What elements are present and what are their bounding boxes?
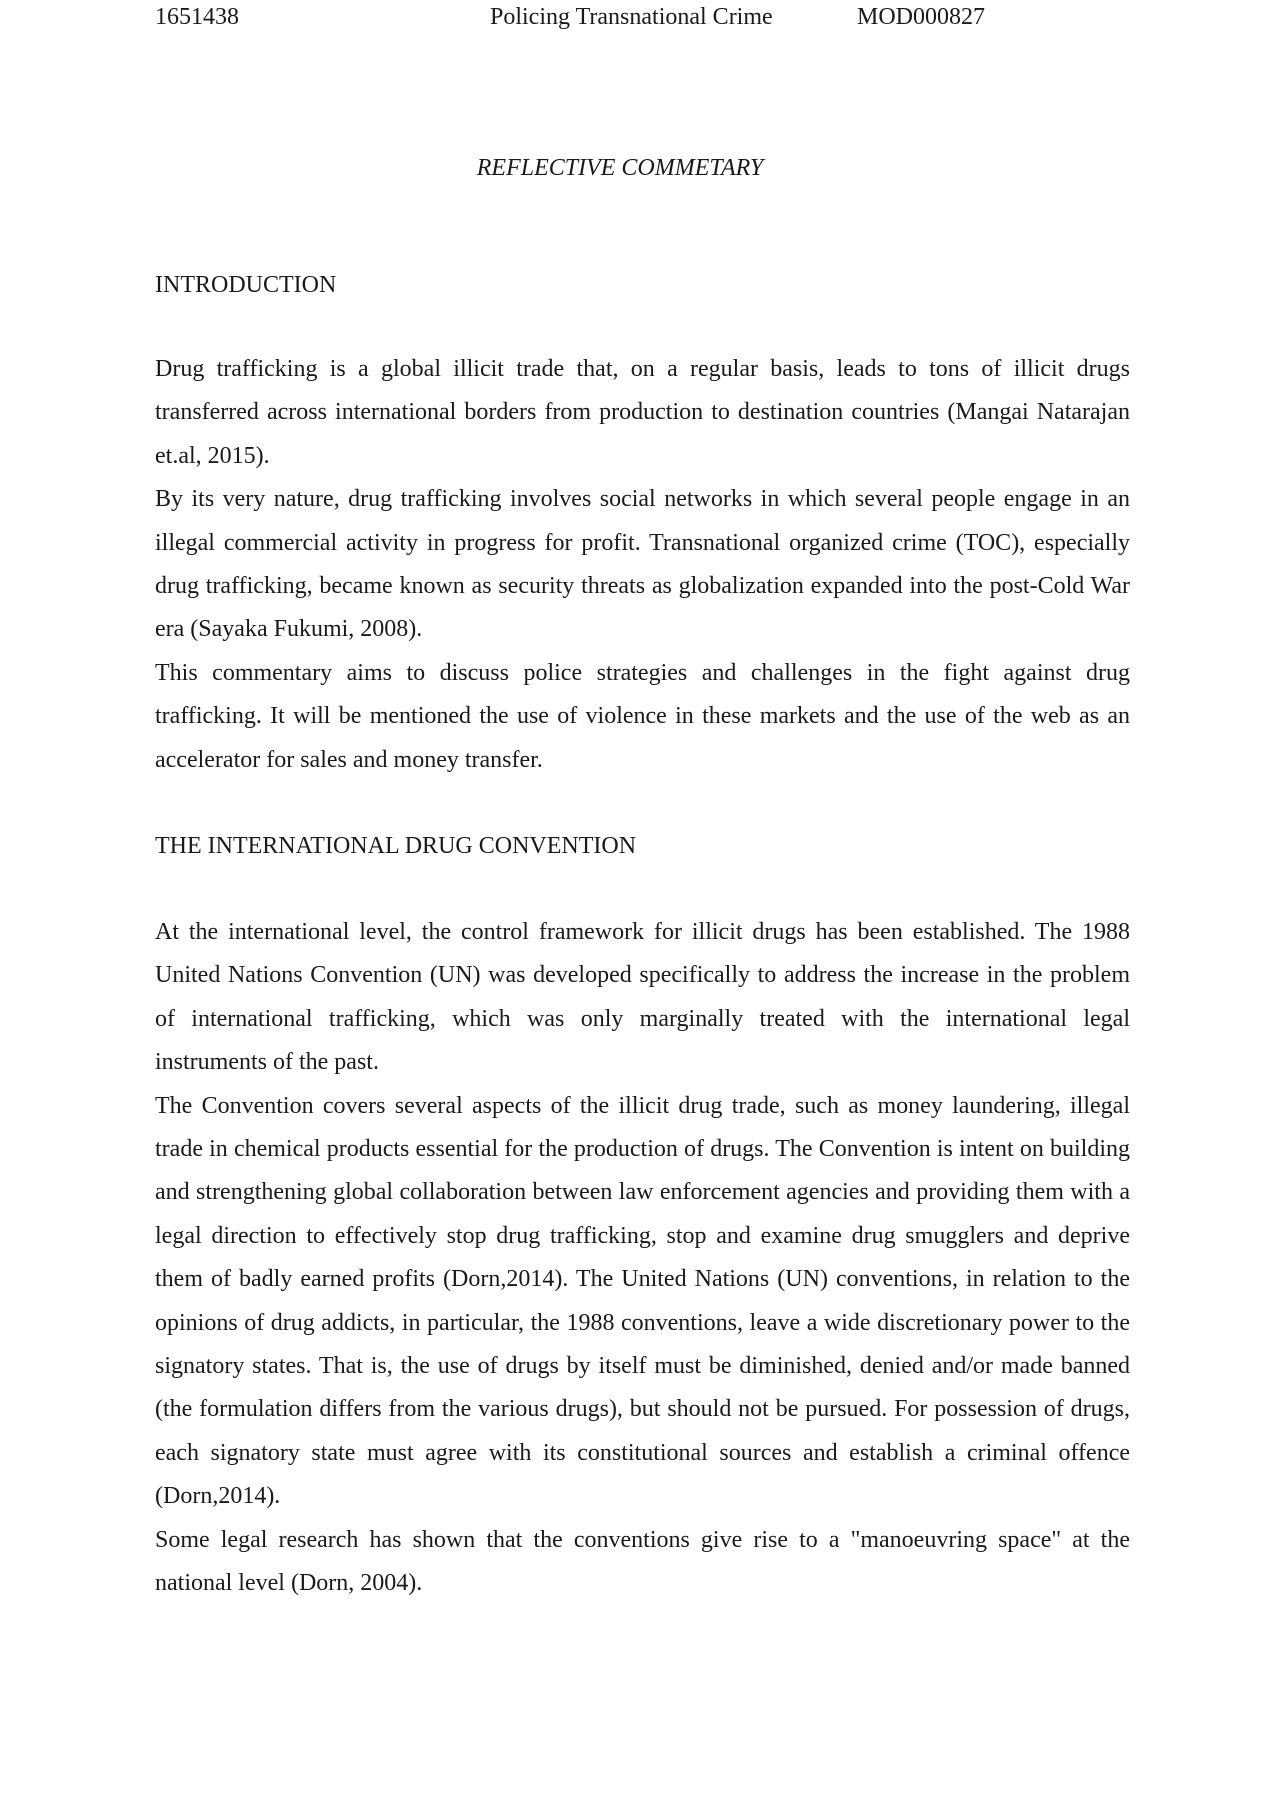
page-header [155,2,1130,32]
paragraph: This commentary aims to discuss police strategies and challenges in the fight against drug trafficking. It will be mentioned the use of violence in these markets and the use of the web as an accelerator for sales and money transfer. [155,659,1130,773]
section-body-introduction [155,348,1130,782]
paragraph: At the international level, the control framework for illicit drugs has been established. The 1988 United Nations Convention (UN) was developed specifically to address the increase in the problem of international trafficking, which was only marginally treated with the international legal instruments of the past. [155,919,1130,1076]
header-module-code: MOD000827 [857,4,986,30]
section-body-drug-convention [155,911,1130,1606]
section-heading-drug-convention: THE INTERNATIONAL DRUG CONVENTION [155,833,637,859]
paragraph: The Convention covers several aspects of the illicit drug trade, such as money laundering, illegal trade in chemical products essential for the production of drugs. The Convention is intent on building and strengthening global collaboration between law enforcement agencies and providing them with a legal direction to effectively stop drug trafficking, stop and examine drug smugglers and deprive them of badly earned profits (Dorn,2014). The United Nations (UN) conventions, in relation to the opinions of drug addicts, in particular, the 1988 conventions, leave a wide discretionary power to the signatory states. That is, the use of drugs by itself must be diminished, denied and/or made banned (the formulation differs from the various drugs), but should not be pursued. For possession of drugs, each signatory state must agree with its constitutional sources and establish a criminal offence (Dorn,2014). [155,1092,1130,1510]
section-heading-introduction: INTRODUCTION [155,272,337,298]
header-student-id: 1651438 [155,4,239,30]
paragraph: Drug trafficking is a global illicit trade that, on a regular basis, leads to tons of illicit drugs transferred across international borders from production to destination countries (Mangai Natarajan et.al, 2015). [155,356,1130,469]
paragraph: Some legal research has shown that the conventions give rise to a "manoeuvring space" at the national level (Dorn, 2004). [155,1526,1130,1597]
document-title: REFLECTIVE COMMETARY [476,155,764,181]
header-course-title: Policing Transnational Crime [490,4,773,30]
paragraph: By its very nature, drug trafficking involves social networks in which several people engage in an illegal commercial activity in progress for profit. Transnational organized crime (TOC), especially drug trafficking, became known as security threats as globalization expanded into the post-Cold War era (Sayaka Fukumi, 2008). [155,486,1130,643]
